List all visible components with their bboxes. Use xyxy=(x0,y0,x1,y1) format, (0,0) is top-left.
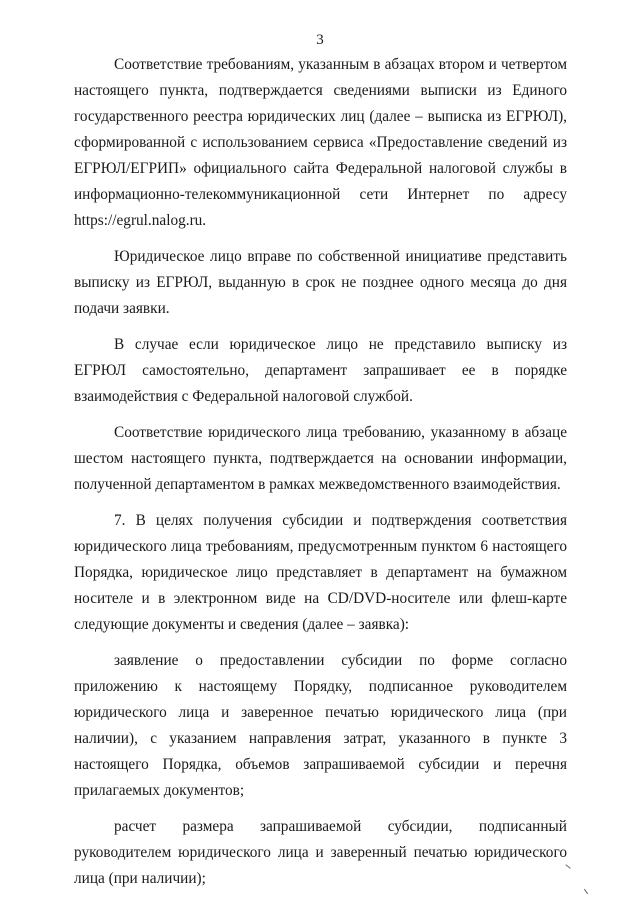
paragraph-application: заявление о предоставлении субсидии по форме согласно приложению к настоящему Порядку, подписанное руководителем юридического лица и заверенное печатью юридического лица (при наличии), с указанием направления затрат, указанного в пункте 3 настоящего Порядка, объемов запрашиваемой субсидии и перечня прилагаемых документов; xyxy=(74,652,567,799)
paragraph-own-initiative: Юридическое лицо вправе по собственной инициативе представить выписку из ЕГРЮЛ, выданную в срок не позднее одного месяца до дня подачи заявки. xyxy=(74,248,567,317)
paragraph-interagency-info: Соответствие юридического лица требованию, указанному в абзаце шестом настоящего пункта, подтверждается на основании информации, полученной департаментом в рамках межведомственного взаимодействия. xyxy=(74,424,567,493)
paragraph-egrul-confirmation: Соответствие требованиям, указанным в абзацах втором и четвертом настоящего пункта, подтверждается сведениями выписки из Единого государственного реестра юридических лиц (далее – выписка из ЕГРЮЛ), сформированной с использованием сервиса «Предоставление сведений из ЕГРЮЛ/ЕГРИП» официального сайта Федеральной налоговой службы в информационно-телекоммуникационной сети Интернет по адресу https://egrul.nalog.ru. xyxy=(74,56,567,229)
document-body xyxy=(74,52,567,892)
paragraph-department-request: В случае если юридическое лицо не представило выписку из ЕГРЮЛ самостоятельно, департамент запрашивает ее в порядке взаимодействия с Федеральной налоговой службой. xyxy=(74,336,567,405)
page-number: 3 xyxy=(316,32,324,48)
paragraph-calculation: расчет размера запрашиваемой субсидии, подписанный руководителем юридического лица и заверенный печатью юридического лица (при наличии); xyxy=(74,818,567,887)
scan-artifact xyxy=(584,889,588,894)
paragraph-item-7: 7. В целях получения субсидии и подтверждения соответствия юридического лица требованиям, предусмотренным пунктом 6 настоящего Порядка, юридическое лицо представляет в департамент на бумажном носителе и в электронном виде на CD/DVD-носителе или флеш-карте следующие документы и сведения (далее – заявка): xyxy=(74,512,567,633)
